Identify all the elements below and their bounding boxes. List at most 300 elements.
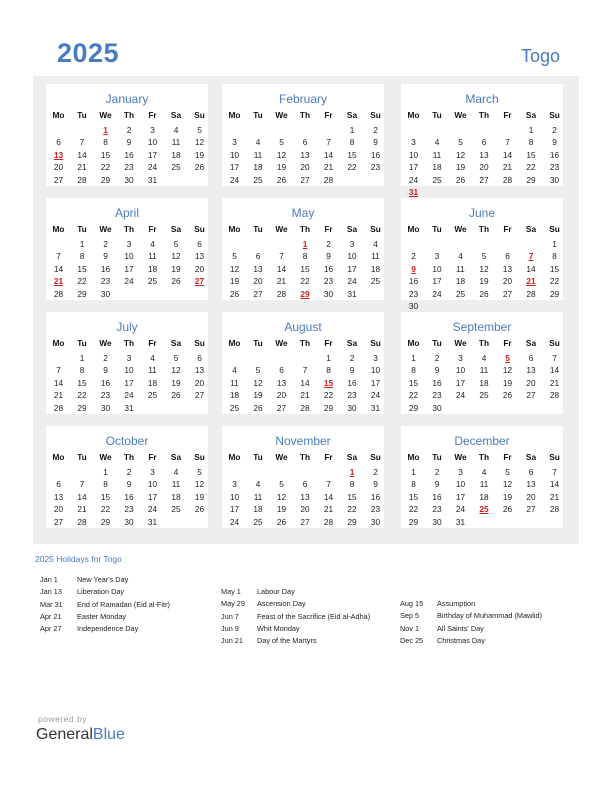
calendar-day[interactable]: 27 bbox=[300, 174, 310, 185]
calendar-day[interactable]: 2 bbox=[326, 239, 331, 249]
calendar-day[interactable]: 26 bbox=[479, 288, 489, 299]
calendar-day[interactable]: 23 bbox=[100, 276, 111, 287]
calendar-day[interactable]: 18 bbox=[229, 390, 240, 401]
calendar-day[interactable]: 21 bbox=[77, 504, 87, 515]
calendar-day[interactable]: 30 bbox=[100, 402, 111, 413]
calendar-day[interactable]: 16 bbox=[124, 491, 134, 502]
calendar-day[interactable]: 27 bbox=[502, 288, 513, 299]
calendar-day[interactable]: 13 bbox=[300, 149, 310, 160]
calendar-day[interactable]: 27 bbox=[479, 174, 489, 185]
calendar-day[interactable]: 2 bbox=[373, 125, 378, 135]
calendar-day[interactable]: 24 bbox=[408, 174, 419, 185]
calendar-day[interactable]: 21 bbox=[300, 390, 310, 401]
calendar-day[interactable]: 22 bbox=[347, 504, 357, 515]
calendar-day[interactable]: 23 bbox=[370, 504, 381, 515]
calendar-day[interactable]: 22 bbox=[323, 390, 334, 401]
calendar-day[interactable]: 30 bbox=[432, 402, 442, 413]
calendar-day[interactable]: 29 bbox=[77, 288, 87, 299]
calendar-day[interactable]: 7 bbox=[552, 353, 557, 363]
calendar-day[interactable]: 21 bbox=[502, 162, 513, 173]
calendar-day[interactable]: 23 bbox=[100, 390, 111, 401]
calendar-day[interactable]: 12 bbox=[229, 263, 240, 274]
calendar-day[interactable]: 9 bbox=[103, 365, 108, 376]
calendar-day[interactable]: 5 bbox=[197, 467, 202, 477]
calendar-day[interactable]: 14 bbox=[77, 491, 87, 502]
calendar-day[interactable]: 26 bbox=[171, 390, 181, 401]
holiday-day[interactable]: 31 bbox=[408, 187, 419, 197]
calendar-day[interactable]: 29 bbox=[347, 516, 357, 527]
calendar-day[interactable]: 26 bbox=[502, 390, 513, 401]
calendar-day[interactable]: 12 bbox=[171, 251, 181, 262]
calendar-day[interactable]: 27 bbox=[300, 516, 310, 527]
calendar-day[interactable]: 28 bbox=[323, 516, 334, 527]
calendar-day[interactable]: 10 bbox=[147, 137, 158, 148]
calendar-day[interactable]: 20 bbox=[526, 491, 536, 502]
calendar-day[interactable]: 22 bbox=[408, 390, 419, 401]
calendar-day[interactable]: 6 bbox=[279, 365, 284, 376]
calendar-day[interactable]: 3 bbox=[150, 125, 155, 135]
calendar-day[interactable]: 13 bbox=[526, 479, 536, 490]
calendar-day[interactable]: 4 bbox=[232, 365, 237, 376]
holiday-day[interactable]: 1 bbox=[349, 467, 355, 477]
calendar-day[interactable]: 15 bbox=[408, 491, 419, 502]
calendar-day[interactable]: 8 bbox=[79, 251, 85, 262]
holiday-day[interactable]: 1 bbox=[103, 125, 108, 135]
calendar-day[interactable]: 2 bbox=[373, 467, 378, 477]
calendar-day[interactable]: 15 bbox=[77, 377, 87, 388]
calendar-day[interactable]: 26 bbox=[276, 516, 287, 527]
calendar-day[interactable]: 1 bbox=[411, 353, 416, 363]
calendar-day[interactable]: 25 bbox=[253, 516, 263, 527]
calendar-day[interactable]: 28 bbox=[53, 402, 64, 413]
calendar-day[interactable]: 3 bbox=[373, 353, 378, 363]
holiday-day[interactable]: 29 bbox=[300, 288, 310, 299]
calendar-day[interactable]: 19 bbox=[502, 491, 513, 502]
calendar-day[interactable]: 24 bbox=[147, 162, 158, 173]
calendar-day[interactable]: 29 bbox=[100, 516, 111, 527]
calendar-day[interactable]: 10 bbox=[147, 479, 158, 490]
calendar-day[interactable]: 8 bbox=[103, 479, 108, 490]
calendar-day[interactable]: 5 bbox=[232, 251, 237, 262]
calendar-day[interactable]: 19 bbox=[171, 377, 181, 388]
calendar-day[interactable]: 16 bbox=[408, 276, 419, 287]
calendar-day[interactable]: 10 bbox=[229, 149, 240, 160]
calendar-day[interactable]: 2 bbox=[552, 125, 557, 135]
calendar-day[interactable]: 14 bbox=[549, 479, 560, 490]
calendar-day[interactable]: 11 bbox=[253, 149, 263, 160]
calendar-day[interactable]: 14 bbox=[323, 149, 334, 160]
calendar-day[interactable]: 18 bbox=[147, 377, 158, 388]
calendar-day[interactable]: 6 bbox=[197, 239, 202, 249]
calendar-day[interactable]: 9 bbox=[434, 479, 440, 490]
calendar-day[interactable]: 28 bbox=[526, 288, 536, 299]
calendar-day[interactable]: 30 bbox=[100, 288, 111, 299]
calendar-day[interactable]: 12 bbox=[502, 365, 513, 376]
calendar-day[interactable]: 14 bbox=[53, 377, 64, 388]
calendar-day[interactable]: 1 bbox=[528, 125, 534, 135]
calendar-day[interactable]: 14 bbox=[276, 263, 287, 274]
calendar-day[interactable]: 5 bbox=[458, 137, 463, 148]
calendar-day[interactable]: 14 bbox=[549, 365, 560, 376]
calendar-day[interactable]: 25 bbox=[147, 390, 158, 401]
holiday-day[interactable]: 7 bbox=[528, 251, 534, 262]
calendar-day[interactable]: 11 bbox=[230, 377, 239, 388]
calendar-day[interactable]: 9 bbox=[434, 365, 440, 376]
calendar-day[interactable]: 15 bbox=[549, 263, 560, 274]
calendar-day[interactable]: 28 bbox=[300, 402, 310, 413]
calendar-day[interactable]: 22 bbox=[100, 504, 111, 515]
calendar-day[interactable]: 16 bbox=[432, 377, 442, 388]
calendar-day[interactable]: 27 bbox=[53, 174, 64, 185]
calendar-day[interactable]: 31 bbox=[147, 516, 158, 527]
calendar-day[interactable]: 7 bbox=[79, 479, 85, 490]
calendar-day[interactable]: 30 bbox=[432, 516, 442, 527]
calendar-day[interactable]: 19 bbox=[276, 162, 287, 173]
calendar-day[interactable]: 28 bbox=[323, 174, 334, 185]
calendar-day[interactable]: 23 bbox=[347, 390, 357, 401]
calendar-day[interactable]: 26 bbox=[455, 174, 466, 185]
calendar-day[interactable]: 22 bbox=[77, 276, 87, 287]
calendar-day[interactable]: 8 bbox=[103, 137, 108, 148]
calendar-day[interactable]: 14 bbox=[502, 149, 513, 160]
calendar-day[interactable]: 25 bbox=[229, 402, 240, 413]
calendar-day[interactable]: 13 bbox=[276, 377, 287, 388]
calendar-day[interactable]: 24 bbox=[347, 276, 357, 287]
calendar-day[interactable]: 4 bbox=[434, 137, 440, 148]
calendar-day[interactable]: 30 bbox=[124, 516, 134, 527]
calendar-day[interactable]: 17 bbox=[124, 377, 134, 388]
calendar-day[interactable]: 11 bbox=[371, 251, 380, 262]
calendar-day[interactable]: 11 bbox=[253, 491, 263, 502]
calendar-day[interactable]: 1 bbox=[79, 353, 85, 363]
calendar-day[interactable]: 11 bbox=[171, 479, 181, 490]
calendar-day[interactable]: 21 bbox=[53, 390, 64, 401]
calendar-day[interactable]: 21 bbox=[323, 162, 334, 173]
calendar-day[interactable]: 7 bbox=[505, 137, 510, 148]
calendar-day[interactable]: 29 bbox=[323, 402, 334, 413]
calendar-day[interactable]: 27 bbox=[53, 516, 64, 527]
calendar-day[interactable]: 7 bbox=[56, 365, 61, 376]
calendar-day[interactable]: 29 bbox=[77, 402, 87, 413]
calendar-day[interactable]: 17 bbox=[147, 491, 158, 502]
calendar-day[interactable]: 14 bbox=[300, 377, 310, 388]
calendar-day[interactable]: 2 bbox=[411, 251, 416, 262]
calendar-day[interactable]: 9 bbox=[373, 137, 378, 148]
calendar-day[interactable]: 10 bbox=[455, 479, 466, 490]
calendar-day[interactable]: 4 bbox=[481, 467, 487, 477]
calendar-day[interactable]: 25 bbox=[455, 288, 466, 299]
calendar-day[interactable]: 11 bbox=[148, 251, 157, 262]
calendar-day[interactable]: 24 bbox=[432, 288, 442, 299]
calendar-day[interactable]: 10 bbox=[370, 365, 381, 376]
holiday-day[interactable]: 9 bbox=[411, 263, 416, 274]
calendar-day[interactable]: 17 bbox=[124, 263, 134, 274]
calendar-day[interactable]: 4 bbox=[173, 467, 179, 477]
calendar-day[interactable]: 2 bbox=[103, 353, 108, 363]
calendar-day[interactable]: 5 bbox=[505, 467, 510, 477]
calendar-day[interactable]: 8 bbox=[349, 479, 355, 490]
holiday-day[interactable]: 13 bbox=[53, 149, 64, 160]
holiday-day[interactable]: 21 bbox=[526, 276, 536, 287]
calendar-day[interactable]: 4 bbox=[458, 251, 463, 262]
calendar-day[interactable]: 3 bbox=[232, 137, 237, 148]
calendar-day[interactable]: 26 bbox=[194, 162, 205, 173]
calendar-day[interactable]: 20 bbox=[300, 504, 310, 515]
calendar-day[interactable]: 26 bbox=[171, 276, 181, 287]
calendar-day[interactable]: 6 bbox=[302, 137, 308, 148]
calendar-day[interactable]: 1 bbox=[79, 239, 85, 249]
calendar-day[interactable]: 2 bbox=[126, 467, 132, 477]
calendar-day[interactable]: 1 bbox=[349, 125, 355, 135]
calendar-day[interactable]: 13 bbox=[53, 491, 64, 502]
calendar-day[interactable]: 3 bbox=[150, 467, 155, 477]
calendar-day[interactable]: 30 bbox=[323, 288, 334, 299]
calendar-day[interactable]: 29 bbox=[408, 516, 419, 527]
calendar-day[interactable]: 18 bbox=[171, 491, 181, 502]
calendar-day[interactable]: 3 bbox=[458, 467, 463, 477]
calendar-day[interactable]: 10 bbox=[408, 149, 419, 160]
calendar-day[interactable]: 27 bbox=[276, 402, 287, 413]
calendar-day[interactable]: 21 bbox=[549, 377, 560, 388]
calendar-day[interactable]: 5 bbox=[197, 125, 202, 135]
calendar-day[interactable]: 8 bbox=[326, 365, 331, 376]
calendar-day[interactable]: 25 bbox=[171, 162, 181, 173]
calendar-day[interactable]: 9 bbox=[326, 251, 331, 262]
calendar-day[interactable]: 8 bbox=[79, 365, 85, 376]
calendar-day[interactable]: 6 bbox=[528, 353, 534, 363]
calendar-day[interactable]: 4 bbox=[150, 353, 155, 363]
calendar-day[interactable]: 17 bbox=[147, 149, 158, 160]
calendar-day[interactable]: 15 bbox=[100, 149, 111, 160]
calendar-day[interactable]: 11 bbox=[479, 365, 489, 376]
calendar-day[interactable]: 18 bbox=[253, 504, 263, 515]
calendar-day[interactable]: 30 bbox=[124, 174, 134, 185]
calendar-day[interactable]: 15 bbox=[347, 149, 357, 160]
calendar-day[interactable]: 20 bbox=[253, 276, 263, 287]
calendar-day[interactable]: 13 bbox=[526, 365, 536, 376]
holiday-day[interactable]: 5 bbox=[505, 353, 510, 363]
calendar-day[interactable]: 31 bbox=[124, 402, 134, 413]
calendar-day[interactable]: 27 bbox=[253, 288, 263, 299]
calendar-day[interactable]: 22 bbox=[526, 162, 536, 173]
calendar-day[interactable]: 11 bbox=[148, 365, 157, 376]
calendar-day[interactable]: 5 bbox=[481, 251, 487, 262]
calendar-day[interactable]: 19 bbox=[502, 377, 513, 388]
calendar-day[interactable]: 20 bbox=[479, 162, 489, 173]
calendar-day[interactable]: 12 bbox=[276, 149, 287, 160]
calendar-day[interactable]: 11 bbox=[456, 263, 465, 274]
calendar-day[interactable]: 27 bbox=[526, 504, 536, 515]
calendar-day[interactable]: 7 bbox=[302, 365, 308, 376]
calendar-day[interactable]: 6 bbox=[56, 479, 61, 490]
calendar-day[interactable]: 2 bbox=[126, 125, 132, 135]
calendar-day[interactable]: 24 bbox=[124, 276, 134, 287]
calendar-day[interactable]: 12 bbox=[171, 365, 181, 376]
calendar-day[interactable]: 17 bbox=[229, 162, 240, 173]
calendar-day[interactable]: 26 bbox=[194, 504, 205, 515]
calendar-day[interactable]: 5 bbox=[173, 353, 179, 363]
calendar-day[interactable]: 14 bbox=[77, 149, 87, 160]
calendar-day[interactable]: 4 bbox=[481, 353, 487, 363]
calendar-day[interactable]: 23 bbox=[408, 288, 419, 299]
calendar-day[interactable]: 19 bbox=[253, 390, 263, 401]
calendar-day[interactable]: 19 bbox=[194, 149, 205, 160]
calendar-day[interactable]: 2 bbox=[434, 467, 440, 477]
calendar-day[interactable]: 20 bbox=[194, 263, 205, 274]
calendar-day[interactable]: 28 bbox=[77, 516, 87, 527]
calendar-day[interactable]: 22 bbox=[408, 504, 419, 515]
calendar-day[interactable]: 9 bbox=[103, 251, 108, 262]
calendar-day[interactable]: 8 bbox=[302, 251, 308, 262]
calendar-day[interactable]: 16 bbox=[370, 491, 381, 502]
calendar-day[interactable]: 7 bbox=[326, 479, 331, 490]
calendar-day[interactable]: 17 bbox=[229, 504, 240, 515]
calendar-day[interactable]: 5 bbox=[173, 239, 179, 249]
calendar-day[interactable]: 23 bbox=[323, 276, 334, 287]
calendar-day[interactable]: 20 bbox=[53, 504, 64, 515]
holiday-day[interactable]: 25 bbox=[479, 504, 489, 515]
calendar-day[interactable]: 19 bbox=[171, 263, 181, 274]
calendar-day[interactable]: 18 bbox=[432, 162, 442, 173]
calendar-day[interactable]: 21 bbox=[323, 504, 334, 515]
calendar-day[interactable]: 29 bbox=[549, 288, 560, 299]
calendar-day[interactable]: 20 bbox=[526, 377, 536, 388]
calendar-day[interactable]: 28 bbox=[53, 288, 64, 299]
calendar-day[interactable]: 3 bbox=[434, 251, 440, 262]
calendar-day[interactable]: 13 bbox=[194, 365, 205, 376]
calendar-day[interactable]: 4 bbox=[150, 239, 155, 249]
calendar-day[interactable]: 8 bbox=[528, 137, 534, 148]
calendar-day[interactable]: 25 bbox=[253, 174, 263, 185]
calendar-day[interactable]: 28 bbox=[549, 390, 560, 401]
calendar-day[interactable]: 2 bbox=[103, 239, 108, 249]
calendar-day[interactable]: 26 bbox=[276, 174, 287, 185]
calendar-day[interactable]: 28 bbox=[502, 174, 513, 185]
calendar-day[interactable]: 7 bbox=[79, 137, 85, 148]
holiday-day[interactable]: 27 bbox=[194, 276, 205, 287]
calendar-day[interactable]: 12 bbox=[479, 263, 489, 274]
calendar-day[interactable]: 16 bbox=[100, 377, 111, 388]
calendar-day[interactable]: 1 bbox=[552, 239, 557, 249]
calendar-day[interactable]: 18 bbox=[253, 162, 263, 173]
calendar-day[interactable]: 31 bbox=[147, 174, 158, 185]
calendar-day[interactable]: 21 bbox=[549, 491, 560, 502]
calendar-day[interactable]: 18 bbox=[147, 263, 158, 274]
calendar-day[interactable]: 26 bbox=[253, 402, 263, 413]
calendar-day[interactable]: 1 bbox=[326, 353, 331, 363]
calendar-day[interactable]: 13 bbox=[253, 263, 263, 274]
calendar-day[interactable]: 23 bbox=[432, 504, 442, 515]
calendar-day[interactable]: 15 bbox=[77, 263, 87, 274]
calendar-day[interactable]: 28 bbox=[77, 174, 87, 185]
calendar-day[interactable]: 13 bbox=[300, 491, 310, 502]
calendar-day[interactable]: 16 bbox=[100, 263, 111, 274]
calendar-day[interactable]: 18 bbox=[370, 263, 381, 274]
calendar-day[interactable]: 12 bbox=[276, 491, 287, 502]
calendar-day[interactable]: 8 bbox=[411, 479, 416, 490]
calendar-day[interactable]: 15 bbox=[100, 491, 111, 502]
calendar-day[interactable]: 14 bbox=[53, 263, 64, 274]
calendar-day[interactable]: 20 bbox=[194, 377, 205, 388]
calendar-day[interactable]: 1 bbox=[411, 467, 416, 477]
calendar-day[interactable]: 15 bbox=[300, 263, 310, 274]
calendar-day[interactable]: 5 bbox=[279, 479, 284, 490]
calendar-day[interactable]: 22 bbox=[77, 390, 87, 401]
calendar-day[interactable]: 7 bbox=[326, 137, 331, 148]
calendar-day[interactable]: 6 bbox=[197, 353, 202, 363]
calendar-day[interactable]: 9 bbox=[126, 137, 132, 148]
calendar-day[interactable]: 10 bbox=[124, 365, 134, 376]
calendar-day[interactable]: 5 bbox=[255, 365, 261, 376]
calendar-day[interactable]: 30 bbox=[408, 301, 419, 311]
calendar-day[interactable]: 29 bbox=[526, 174, 536, 185]
holiday-day[interactable]: 15 bbox=[323, 377, 334, 388]
calendar-day[interactable]: 4 bbox=[255, 479, 261, 490]
calendar-day[interactable]: 23 bbox=[124, 504, 134, 515]
calendar-day[interactable]: 9 bbox=[373, 479, 378, 490]
calendar-day[interactable]: 19 bbox=[276, 504, 287, 515]
calendar-day[interactable]: 17 bbox=[347, 263, 357, 274]
calendar-day[interactable]: 31 bbox=[455, 516, 466, 527]
calendar-day[interactable]: 7 bbox=[279, 251, 284, 262]
calendar-day[interactable]: 25 bbox=[370, 276, 381, 287]
calendar-day[interactable]: 16 bbox=[347, 377, 357, 388]
calendar-day[interactable]: 2 bbox=[349, 353, 355, 363]
calendar-day[interactable]: 16 bbox=[370, 149, 381, 160]
calendar-day[interactable]: 17 bbox=[370, 377, 381, 388]
calendar-day[interactable]: 24 bbox=[229, 516, 240, 527]
calendar-day[interactable]: 3 bbox=[411, 137, 416, 148]
calendar-day[interactable]: 7 bbox=[56, 251, 61, 262]
calendar-day[interactable]: 15 bbox=[526, 149, 536, 160]
calendar-day[interactable]: 12 bbox=[194, 137, 205, 148]
calendar-day[interactable]: 3 bbox=[126, 239, 132, 249]
calendar-day[interactable]: 9 bbox=[552, 137, 557, 148]
calendar-day[interactable]: 12 bbox=[502, 479, 513, 490]
calendar-day[interactable]: 14 bbox=[323, 491, 334, 502]
calendar-day[interactable]: 13 bbox=[479, 149, 489, 160]
calendar-day[interactable]: 17 bbox=[432, 276, 442, 287]
calendar-day[interactable]: 11 bbox=[479, 479, 489, 490]
calendar-day[interactable]: 25 bbox=[479, 390, 489, 401]
calendar-day[interactable]: 4 bbox=[373, 239, 378, 249]
calendar-day[interactable]: 12 bbox=[194, 479, 205, 490]
calendar-day[interactable]: 8 bbox=[411, 365, 416, 376]
calendar-day[interactable]: 10 bbox=[229, 491, 240, 502]
calendar-day[interactable]: 22 bbox=[300, 276, 310, 287]
calendar-day[interactable]: 28 bbox=[276, 288, 287, 299]
calendar-day[interactable]: 14 bbox=[526, 263, 536, 274]
calendar-day[interactable]: 20 bbox=[300, 162, 310, 173]
calendar-day[interactable]: 4 bbox=[173, 125, 179, 135]
calendar-day[interactable]: 16 bbox=[432, 491, 442, 502]
calendar-day[interactable]: 6 bbox=[56, 137, 61, 148]
calendar-day[interactable]: 17 bbox=[408, 162, 419, 173]
calendar-day[interactable]: 29 bbox=[408, 402, 419, 413]
calendar-day[interactable]: 20 bbox=[276, 390, 287, 401]
calendar-day[interactable]: 10 bbox=[432, 263, 442, 274]
calendar-day[interactable]: 29 bbox=[100, 174, 111, 185]
calendar-day[interactable]: 10 bbox=[124, 251, 134, 262]
calendar-day[interactable]: 8 bbox=[552, 251, 557, 262]
calendar-day[interactable]: 19 bbox=[229, 276, 240, 287]
calendar-day[interactable]: 31 bbox=[347, 288, 357, 299]
calendar-day[interactable]: 13 bbox=[502, 263, 513, 274]
calendar-day[interactable]: 31 bbox=[370, 402, 381, 413]
calendar-day[interactable]: 17 bbox=[455, 377, 466, 388]
calendar-day[interactable]: 23 bbox=[432, 390, 442, 401]
calendar-day[interactable]: 2 bbox=[434, 353, 440, 363]
